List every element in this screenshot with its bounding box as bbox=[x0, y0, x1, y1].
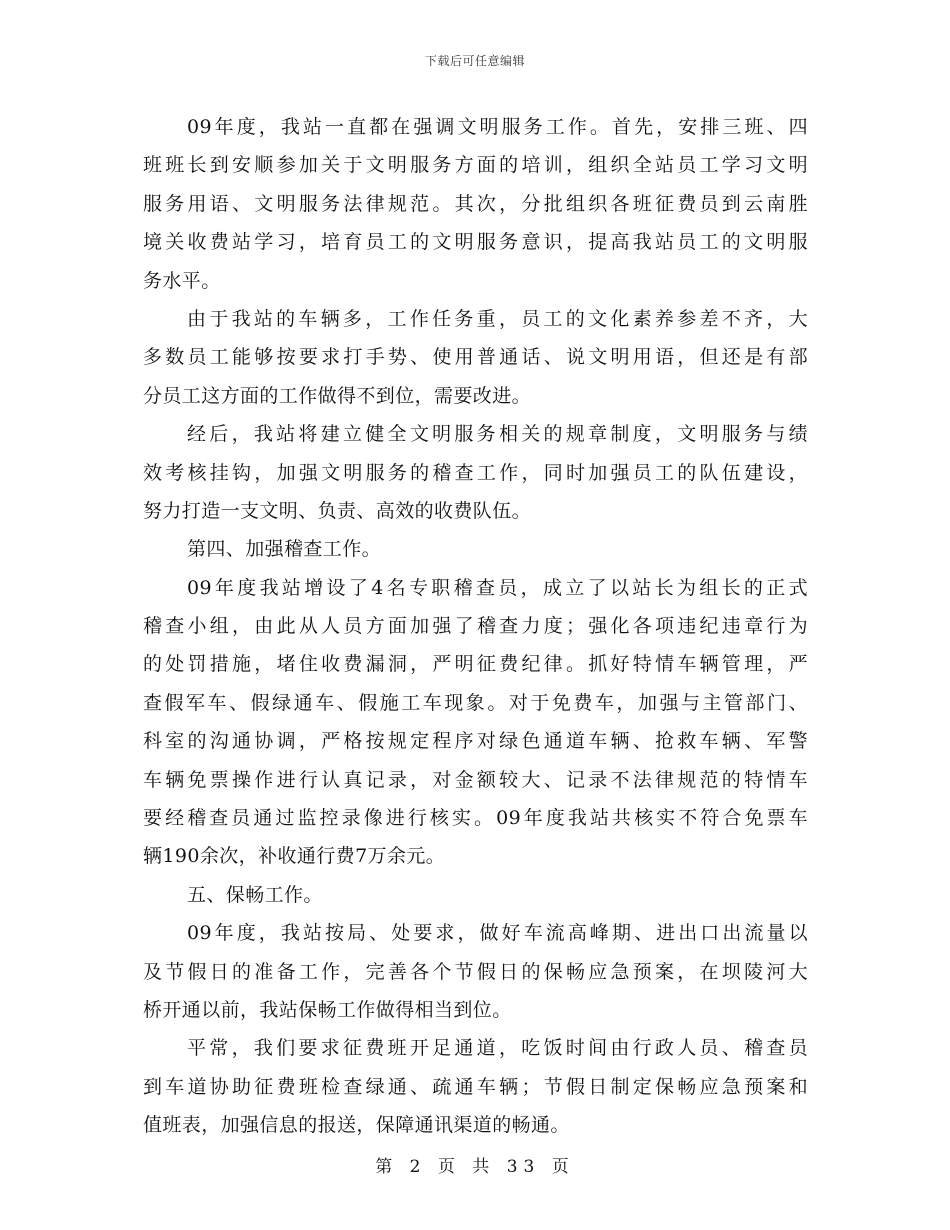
text-line: 班班长到安顺参加关于文明服务方面的培训，组织全站员工学习文明 bbox=[143, 154, 808, 177]
paragraph-civilized-service bbox=[143, 108, 808, 300]
text-line: 努力打造一支文明、负责、高效的收费队伍。 bbox=[143, 499, 532, 522]
section-heading: 五、保畅工作。 bbox=[187, 883, 323, 906]
text-line: 查假军车、假绿通车、假施工车现象。对于免费车，加强与主管部门、 bbox=[143, 691, 808, 714]
text-line: 务水平。 bbox=[143, 269, 221, 292]
text-line: 的处罚措施，堵住收费漏洞，严明征费纪律。抓好特情车辆管理，严 bbox=[143, 653, 808, 676]
text-line: 由于我站的车辆多，工作任务重，员工的文化素养参差不齐，大 bbox=[187, 307, 808, 330]
text-line: 辆190余次，补收通行费7万余元。 bbox=[143, 845, 446, 868]
text-line: 到车道协助征费班检查绿通、疏通车辆；节假日制定保畅应急预案和 bbox=[143, 1075, 808, 1098]
section-heading: 第四、加强稽查工作。 bbox=[187, 538, 382, 561]
page-number: 第 2 页 共 33 页 bbox=[375, 1157, 575, 1177]
text-line: 效考核挂钩，加强文明服务的稽查工作，同时加强员工的队伍建设， bbox=[143, 461, 808, 484]
paragraph-daily-operations bbox=[143, 1029, 808, 1144]
text-line: 分员工这方面的工作做得不到位，需要改进。 bbox=[143, 384, 532, 407]
text-line: 稽查小组，由此从人员方面加强了稽查力度；强化各项违纪违章行为 bbox=[143, 615, 808, 638]
document-body bbox=[143, 108, 808, 1145]
section-heading-inspection bbox=[143, 530, 808, 568]
paragraph-inspection bbox=[143, 569, 808, 876]
text-line: 09年度，我站一直都在强调文明服务工作。首先，安排三班、四 bbox=[187, 116, 808, 138]
paragraph-future-plan bbox=[143, 415, 808, 530]
text-line: 经后，我站将建立健全文明服务相关的规章制度，文明服务与绩 bbox=[187, 423, 808, 446]
text-line: 桥开通以前，我站保畅工作做得相当到位。 bbox=[143, 998, 512, 1021]
text-line: 值班表，加强信息的报送，保障通讯渠道的畅通。 bbox=[143, 1114, 570, 1137]
page-header: 下载后可任意编辑 bbox=[424, 54, 525, 68]
section-heading-traffic bbox=[143, 876, 808, 914]
text-line: 及节假日的准备工作，完善各个节假日的保畅应急预案，在坝陵河大 bbox=[143, 960, 808, 983]
text-line: 服务用语、文明服务法律规范。其次，分批组织各班征费员到云南胜 bbox=[143, 192, 808, 215]
text-line: 境关收费站学习，培育员工的文明服务意识，提高我站员工的文明服 bbox=[143, 231, 808, 254]
text-line: 科室的沟通协调，严格按规定程序对绿色通道车辆、抢救车辆、军警 bbox=[143, 730, 808, 753]
text-line: 车辆免票操作进行认真记录，对金额较大、记录不法律规范的特情车 bbox=[143, 768, 808, 791]
paragraph-staff-quality bbox=[143, 300, 808, 415]
text-line: 09年度我站增设了4名专职稽查员，成立了以站长为组长的正式 bbox=[187, 576, 808, 599]
text-line: 平常，我们要求征费班开足通道，吃饭时间由行政人员、稽查员 bbox=[187, 1037, 808, 1060]
text-line: 多数员工能够按要求打手势、使用普通话、说文明用语，但还是有部 bbox=[143, 346, 808, 369]
text-line: 要经稽查员通过监控录像进行核实。09年度我站共核实不符合免票车 bbox=[143, 807, 808, 830]
paragraph-traffic-peak bbox=[143, 914, 808, 1029]
text-line: 09年度，我站按局、处要求，做好车流高峰期、进出口出流量以 bbox=[187, 922, 808, 945]
